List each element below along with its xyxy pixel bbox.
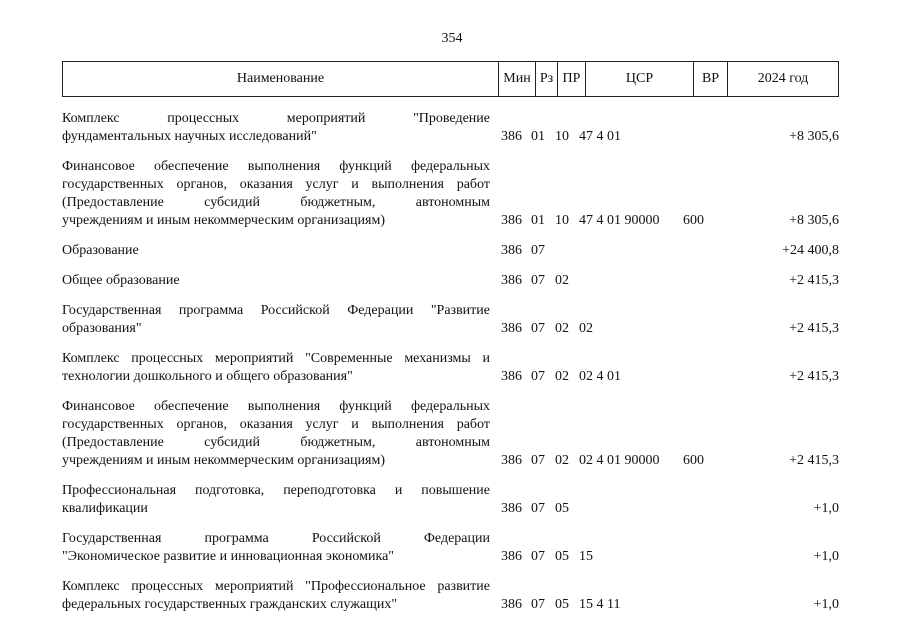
row-rz: 07 [531, 501, 545, 516]
row-name-line: Финансовое обеспечение выполнения функций федеральных [62, 399, 490, 414]
row-name-line: учреждениям и иным некоммерческим организациям) [62, 213, 386, 228]
row-rz: 07 [531, 453, 545, 468]
header-name: Наименование [236, 71, 325, 86]
row-vr: 600 [683, 453, 704, 468]
row-name-line: учреждениям и иным некоммерческим организациям) [62, 453, 386, 468]
header-pr: ПР [557, 62, 585, 96]
row-amount: +1,0 [813, 597, 839, 612]
row-rz: 07 [531, 549, 545, 564]
row-rz: 07 [531, 321, 545, 336]
row-name [62, 482, 490, 518]
row-rz: 07 [531, 597, 545, 612]
header-vr: ВР [693, 62, 727, 96]
row-name-line: Комплекс процессных мероприятий "Проведение [62, 111, 490, 126]
row-pr: 10 [555, 129, 569, 144]
row-amount: +8 305,6 [789, 129, 839, 144]
row-min: 386 [501, 597, 522, 612]
row-rz: 01 [531, 129, 545, 144]
row-amount: +24 400,8 [782, 243, 839, 258]
row-amount: +1,0 [813, 549, 839, 564]
table-row [62, 398, 839, 470]
row-min: 386 [501, 549, 522, 564]
row-rz: 07 [531, 273, 545, 288]
row-pr: 02 [555, 273, 569, 288]
table-body [62, 110, 839, 626]
row-name-line: Комплекс процессных мероприятий "Современные механизмы и [62, 351, 490, 366]
row-name [62, 110, 490, 146]
row-name-line: Общее образование [62, 273, 180, 288]
table-header [62, 61, 839, 97]
row-name-line: Образование [62, 243, 139, 258]
row-amount: +2 415,3 [789, 273, 839, 288]
row-name-line: Профессиональная подготовка, переподготовка и повышение [62, 483, 490, 498]
row-name-line: государственных органов, оказания услуг и выполнения работ [62, 417, 490, 432]
row-amount: +8 305,6 [789, 213, 839, 228]
table-row [62, 530, 839, 566]
table-row [62, 158, 839, 230]
header-csr: ЦСР [585, 62, 693, 96]
row-csr: 02 4 01 90000 [579, 453, 660, 468]
row-pr: 05 [555, 549, 569, 564]
row-name-line: Государственная программа Российской Федерации [62, 531, 490, 546]
row-amount: +2 415,3 [789, 453, 839, 468]
row-csr: 02 4 01 [579, 369, 621, 384]
row-csr: 15 [579, 549, 593, 564]
row-rz: 07 [531, 243, 545, 258]
row-name-line: квалификации [62, 501, 148, 516]
row-min: 386 [501, 243, 522, 258]
row-pr: 10 [555, 213, 569, 228]
row-pr: 02 [555, 453, 569, 468]
row-name-line: Комплекс процессных мероприятий "Профессиональное развитие [62, 579, 490, 594]
header-min: Мин [498, 62, 535, 96]
table-row [62, 482, 839, 518]
row-name [62, 272, 490, 290]
row-min: 386 [501, 213, 522, 228]
row-amount: +1,0 [813, 501, 839, 516]
row-min: 386 [501, 453, 522, 468]
table-row [62, 302, 839, 338]
row-min: 386 [501, 321, 522, 336]
row-name [62, 302, 490, 338]
row-csr: 47 4 01 90000 [579, 213, 660, 228]
row-amount: +2 415,3 [789, 321, 839, 336]
row-amount: +2 415,3 [789, 369, 839, 384]
row-min: 386 [501, 273, 522, 288]
row-name [62, 350, 490, 386]
row-name-line: Государственная программа Российской Федерации "Развитие [62, 303, 490, 318]
row-name-line: (Предоставление субсидий бюджетным, автономным [62, 195, 490, 210]
row-name-line: (Предоставление субсидий бюджетным, автономным [62, 435, 490, 450]
table-row [62, 242, 839, 260]
row-name [62, 530, 490, 566]
header-rz: Рз [535, 62, 557, 96]
row-pr: 05 [555, 597, 569, 612]
row-vr: 600 [683, 213, 704, 228]
table-row [62, 350, 839, 386]
row-rz: 01 [531, 213, 545, 228]
row-min: 386 [501, 501, 522, 516]
row-pr: 02 [555, 321, 569, 336]
header-year: 2024 год [727, 62, 838, 96]
row-min: 386 [501, 369, 522, 384]
row-name-line: государственных органов, оказания услуг и выполнения работ [62, 177, 490, 192]
row-name [62, 158, 490, 230]
row-name-line: Финансовое обеспечение выполнения функций федеральных [62, 159, 490, 174]
row-csr: 15 4 11 [579, 597, 621, 612]
row-csr: 47 4 01 [579, 129, 621, 144]
row-csr: 02 [579, 321, 593, 336]
row-name-line: образования" [62, 321, 142, 336]
row-name-line: технологии дошкольного и общего образования" [62, 369, 353, 384]
row-pr: 02 [555, 369, 569, 384]
row-name-line: фундаментальных научных исследований" [62, 129, 317, 144]
table-row [62, 578, 839, 614]
row-name [62, 398, 490, 470]
table-row [62, 272, 839, 290]
row-name [62, 242, 490, 260]
row-rz: 07 [531, 369, 545, 384]
table-row [62, 110, 839, 146]
row-pr: 05 [555, 501, 569, 516]
row-min: 386 [501, 129, 522, 144]
row-name-line: федеральных государственных гражданских служащих" [62, 597, 398, 612]
row-name-line: "Экономическое развитие и инновационная экономика" [62, 549, 395, 564]
page-number: 354 [441, 31, 463, 46]
row-name [62, 578, 490, 614]
